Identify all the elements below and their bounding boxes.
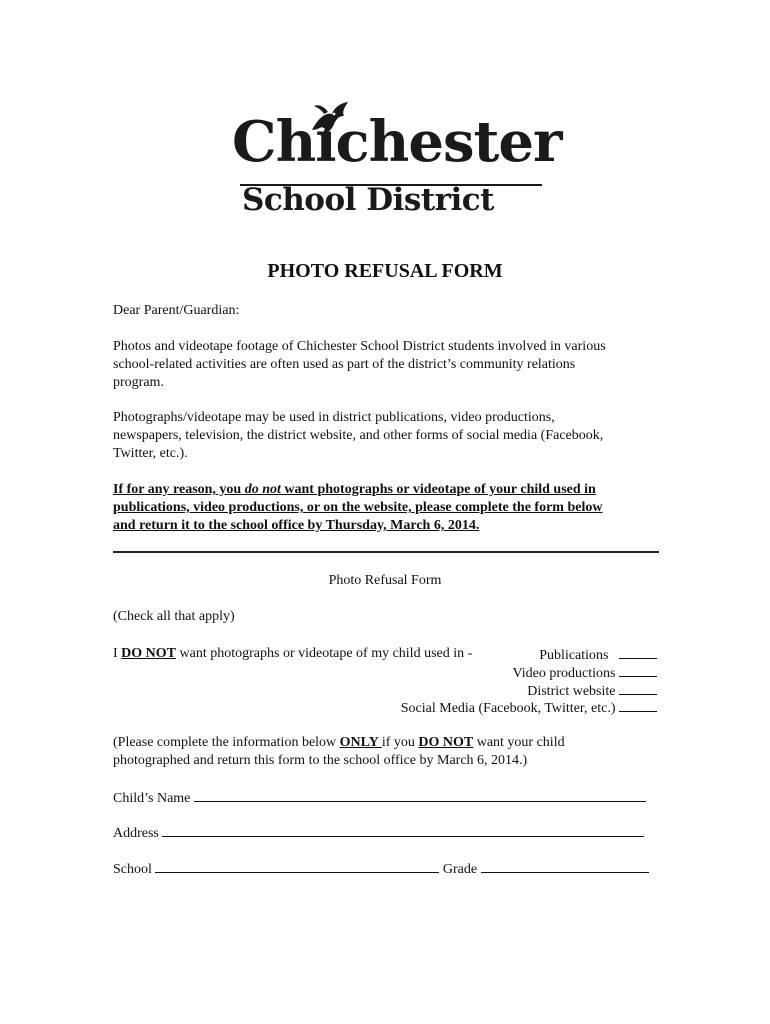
- notice-emphasis: do not: [244, 482, 281, 497]
- logo-line-1: Chichester: [232, 109, 562, 175]
- usage-line: Twitter, etc.).: [113, 446, 188, 461]
- page-title: PHOTO REFUSAL FORM: [267, 260, 503, 282]
- form-subtitle: Photo Refusal Form: [328, 573, 442, 588]
- notice-line: publications, video productions, or on the website, please complete the form below: [113, 500, 603, 515]
- refusal-text: want photographs or videotape of my child used in -: [176, 646, 473, 661]
- school-grade-row: [113, 859, 649, 879]
- note-text: want your child: [473, 735, 565, 750]
- note-line: photographed and return this form to the school office by March 6, 2014.): [113, 753, 528, 768]
- address-field[interactable]: [113, 823, 644, 843]
- address-label: Address: [113, 826, 159, 841]
- check-instruction: (Check all that apply): [113, 609, 235, 624]
- note-text: (Please complete the information below: [113, 735, 340, 750]
- refusal-notice: [113, 481, 673, 535]
- option-blank[interactable]: [619, 645, 657, 659]
- notice-text: want photographs or videotape of your child used in: [280, 482, 596, 497]
- child-name-label: Child’s Name: [113, 791, 191, 806]
- intro-line: school-related activities are often used as part of the district’s community relations: [113, 357, 576, 372]
- grade-label: Grade: [442, 862, 478, 877]
- notice-line: [113, 481, 673, 499]
- school-input[interactable]: [155, 859, 439, 873]
- district-logo: [232, 100, 562, 222]
- section-divider: [113, 551, 659, 553]
- address-input[interactable]: [162, 823, 644, 837]
- option-label: District website: [527, 684, 616, 699]
- note-emphasis: DO NOT: [418, 735, 474, 750]
- refusal-statement: [113, 645, 472, 663]
- grade-input[interactable]: [481, 859, 649, 873]
- intro-line: program.: [113, 375, 164, 390]
- salutation: Dear Parent/Guardian:: [113, 303, 240, 318]
- school-label: School: [113, 862, 152, 877]
- option-video-productions[interactable]: [513, 663, 657, 683]
- option-social-media[interactable]: [401, 698, 657, 718]
- usage-line: Photographs/videotape may be used in district publications, video productions,: [113, 410, 555, 425]
- child-name-input[interactable]: [194, 788, 646, 802]
- option-label: Social Media (Facebook, Twitter, etc.): [400, 701, 616, 716]
- option-publications[interactable]: [539, 645, 657, 665]
- note-text: if you: [381, 735, 419, 750]
- intro-line: Photos and videotape footage of Chichester School District students involved in various: [113, 339, 606, 354]
- refusal-emphasis: DO NOT: [121, 646, 177, 661]
- option-label: Publications: [539, 648, 609, 663]
- notice-line: and return it to the school office by Thursday, March 6, 2014.: [113, 518, 480, 533]
- refusal-text: I: [113, 646, 122, 661]
- option-label: Video productions: [512, 666, 616, 681]
- option-blank[interactable]: [619, 681, 657, 695]
- usage-paragraph: [113, 409, 673, 463]
- option-blank[interactable]: [619, 663, 657, 677]
- child-name-field[interactable]: [113, 788, 646, 808]
- note-emphasis: ONLY: [339, 735, 382, 750]
- completion-note: [113, 734, 673, 770]
- notice-text: If for any reason, you: [113, 482, 245, 497]
- option-blank[interactable]: [619, 698, 657, 712]
- note-line: [113, 734, 673, 752]
- usage-line: newspapers, television, the district website, and other forms of social media (Facebook,: [113, 428, 604, 443]
- intro-paragraph: [113, 338, 673, 392]
- logo-line-2: School District: [242, 182, 494, 218]
